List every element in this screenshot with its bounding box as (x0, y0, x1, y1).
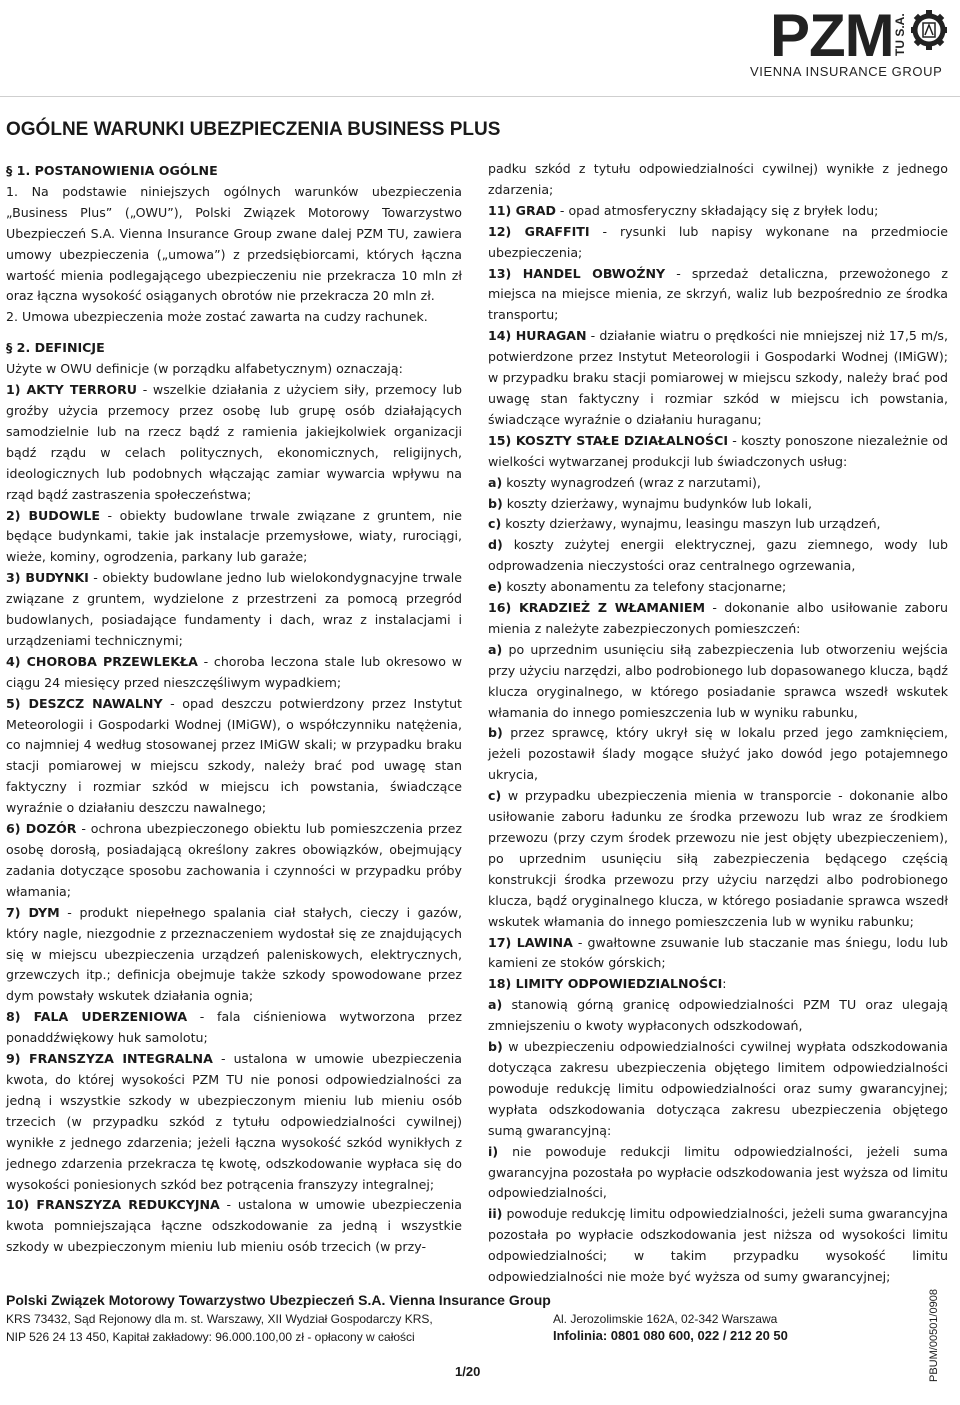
paragraph-text: powoduje redukcję limitu odpowiedzialności, jeżeli suma gwarancyjna pozostała po wypłacie odszkodowania jest niższa od wysokości limitu odpowiedzialności; w takim przypadku wysokość limitu odpowiedzialności nie może być wyższa od sumy gwarancyjnej; (488, 1206, 948, 1285)
paragraph-text: w przypadku ubezpieczenia mienia w transporcie - dokonanie albo usiłowanie zaboru ładunku ze środka przewozu lub wraz ze środkiem przewozu (przy czym środek przewozu nie jest objęty ubezpieczeniem), po uprzednim usunięciu siłą zabezpieczenia będącego częścią konstrukcji środka przewozu przy użyciu narzędzi albo podrobionego klucza, bądź oryginalnego klucza, w którego posiadanie sprawca wszedł wskutek włamania do innego pomieszczenia lub w wyniku rabunku; (488, 788, 948, 929)
logo-tusa: TU S.A. (893, 13, 907, 56)
paragraph-text: 2. Umowa ubezpieczenia może zostać zawarta na cudzy rachunek. (6, 309, 428, 325)
paragraph (488, 1204, 948, 1288)
paragraph (488, 995, 948, 1037)
footer-nip: NIP 526 24 13 450, Kapitał zakładowy: 96.000.100,00 zł - opłacony w całości (6, 1330, 415, 1344)
paragraph-text: przez sprawcę, który ukrył się w lokalu przed jego zamknięciem, jeżeli pozostawił ślady mogące służyć jako dowód jego potajemnego ukrycia, (488, 725, 948, 783)
paragraph-text: - ustalona w umowie ubezpieczenia kwota pomniejszająca łączne odszkodowanie za jedną i wszystkie szkody w ubezpieczonym mieniu lub mieniu osób trzecich (w przy- (6, 1197, 462, 1255)
paragraph (488, 494, 948, 515)
paragraph (6, 903, 462, 1008)
paragraph (488, 201, 948, 222)
paragraph (488, 159, 948, 201)
section-heading: § 2. DEFINICJE (6, 340, 105, 356)
definition-term: 11) GRAD (488, 202, 556, 218)
definition-term: 2) BUDOWLE (6, 507, 100, 523)
definition-term: d) (488, 537, 503, 553)
definition-term: 6) DOZÓR (6, 821, 77, 837)
paragraph-text: koszty zużytej energii elektrycznej, gazu ziemnego, wody lub odprowadzenia nieczystości oraz centralnego ogrzewania, (488, 537, 948, 574)
paragraph (6, 568, 462, 652)
definition-term: a) (488, 641, 503, 657)
right-column (488, 159, 948, 1288)
definition-term: 12) GRAFFITI (488, 223, 590, 239)
paragraph-text: padku szkód z tytułu odpowiedzialności cywilnej) wynikłe z jednego zdarzenia; (488, 161, 948, 197)
paragraph (6, 380, 462, 505)
paragraph (6, 694, 462, 819)
footer-company: Polski Związek Motorowy Towarzystwo Ubezpieczeń S.A. Vienna Insurance Group (6, 1292, 551, 1308)
paragraph-text: - koszty ponoszone niezależnie od wielkości wytwarzanej produkcji lub świadczonych usług: (488, 432, 948, 469)
paragraph (488, 222, 948, 264)
paragraph-text: - gwałtowne zsuwanie lub staczanie mas śniegu, lodu lub kamieni ze stoków górskich; (488, 934, 948, 971)
definition-term: 17) LAWINA (488, 934, 573, 950)
page-number: 1/20 (455, 1364, 481, 1379)
paragraph (488, 577, 948, 598)
paragraph (6, 652, 462, 694)
paragraph (488, 326, 948, 431)
paragraph-text: koszty wynagrodzeń (wraz z narzutami), (502, 474, 761, 490)
paragraph (488, 473, 948, 494)
paragraph-text: - produkt niepełnego spalania ciał stałych, cieczy i gazów, który nagle, niezgodnie z przeznaczeniem wydostał się ze znajdujących się w miejscu ubezpieczenia urządzeń paleniskowych, elektrycznych, grzewczych itp.; definicja obejmuje także szkody spowodowane przez dym powstały wskutek działania ognia; (6, 904, 462, 1004)
paragraph (488, 598, 948, 640)
paragraph-text: - wszelkie działania z użyciem siły, przemocy lub groźby użycia przemocy przez osobę lub grupę osób działających samodzielnie lub na rzecz bądź z ramienia jakiejkolwiek organizacji bądź rządu w celach politycznych, ekonomicznych, religijnych, ideologicznych lub podobnych włączając zamiar wywarcia wpływu na rząd bądź zastraszenia społeczeństwa; (6, 382, 462, 502)
paragraph-text: koszty dzierżawy, wynajmu, leasingu maszyn lub urządzeń, (501, 516, 881, 532)
definition-term: c) (488, 516, 502, 532)
logo-subtitle: VIENNA INSURANCE GROUP (750, 64, 943, 79)
definition-term: i) (488, 1143, 499, 1159)
paragraph (488, 535, 948, 577)
paragraph-text: - choroba leczona stale lub okresowo w ciągu 24 miesięcy przed nieszczęśliwym wypadkiem; (6, 653, 462, 690)
paragraph (6, 182, 462, 307)
paragraph-text: nie powoduje redukcji limitu odpowiedzialności, jeżeli suma gwarancyjna pozostała po wypłacie odszkodowania jest wyższa od limitu odpowiedzialności, (488, 1143, 948, 1201)
document-code: PBUM/00501/0908 (928, 1289, 940, 1382)
paragraph-text: 1. Na podstawie niniejszych ogólnych warunków ubezpieczenia „Business Plus” („OWU”), Polski Związek Motorowy Towarzystwo Ubezpieczeń S.A. Vienna Insurance Group zwane dalej PZM TU, zawiera umowy ubezpieczenia („umowa”) z przedsiębiorcami, których łączna wartość mienia podlegającego ubezpieczeniu nie przekracza 10 mln zł oraz łączna wysokość osiąganych obrotów nie przekracza 20 mln zł. (6, 183, 462, 304)
paragraph (488, 264, 948, 327)
definition-term: 3) BUDYNKI (6, 570, 89, 586)
paragraph (488, 723, 948, 786)
header-divider (0, 96, 960, 97)
paragraph-text: - dokonanie albo usiłowanie zaboru mienia z należyte zabezpieczonych pomieszczeń: (488, 600, 948, 636)
document-title: OGÓLNE WARUNKI UBEZPIECZENIA BUSINESS PLUS (6, 119, 501, 140)
gear-icon (910, 6, 948, 54)
paragraph-text: Użyte w OWU definicje (w porządku alfabetycznym) oznaczają: (6, 361, 403, 377)
paragraph-text: - rysunki lub napisy wykonane na przedmiocie ubezpieczenia; (488, 223, 948, 260)
definition-term: a) (488, 474, 503, 490)
definition-term: 10) FRANSZYZA REDUKCYJNA (6, 1197, 220, 1213)
paragraph-text: - ochrona ubezpieczonego obiektu lub pomieszczenia przez osobę dorosłą, posiadającą określony zakres obowiązków, obejmujący zadania dotyczące sposobu zachowania i czynności w przypadku próby włamania; (6, 821, 462, 899)
left-column (6, 161, 462, 1258)
paragraph (488, 933, 948, 975)
paragraph (6, 1007, 462, 1049)
definition-term: 4) CHOROBA PRZEWLEKŁA (6, 653, 198, 669)
paragraph (6, 359, 462, 380)
paragraph (6, 506, 462, 569)
paragraph-text: - obiekty budowlane trwale związane z gruntem, nie będące budynkami, takie jak instalacje przemysłowe, wiaty, rurociągi, wieże, kominy, ogrodzenia, parkany lub garaże; (6, 507, 462, 565)
paragraph-text: - działanie wiatru o prędkości nie mniejszej niż 17,5 m/s, potwierdzone przez Instytut Meteorologii i Gospodarki Wodnej (IMiGW); w przypadku braku stacji pomiarowej w miejscu szkody, należy brać pod uwagę stan faktyczny i rozmiar szkód w miejscu ich powstania, świadczące wyraźnie o działaniu huraganu; (488, 328, 948, 427)
logo-brand: PZM (770, 2, 894, 69)
definition-term: b) (488, 495, 503, 511)
section-heading: § 1. POSTANOWIENIA OGÓLNE (6, 163, 218, 178)
definition-term: e) (488, 579, 503, 595)
footer-krs: KRS 73432, Sąd Rejonowy dla m. st. Warszawy, XII Wydział Gospodarczy KRS, (6, 1312, 433, 1326)
definition-term: 9) FRANSZYZA INTEGRALNA (6, 1051, 213, 1067)
paragraph-text: - opad atmosferyczny składający się z bryłek lodu; (555, 202, 879, 218)
definition-term: 5) DESZCZ NAWALNY (6, 695, 163, 711)
pzm-logo (750, 2, 950, 84)
paragraph (488, 1037, 948, 1142)
paragraph (488, 640, 948, 724)
paragraph-text: w ubezpieczeniu odpowiedzialności cywilnej wypłata odszkodowania dotycząca zakresu ubezpieczenia objętego limitem odpowiedzialności powoduje redukcję limitu odpowiedzialności oraz sumy gwarancyjnej; wypłata odszkodowania dotycząca zakresu ubezpieczenia objętego sumą gwarancyjną: (488, 1039, 948, 1138)
paragraph-text: : (722, 976, 727, 992)
paragraph (6, 1049, 462, 1195)
definition-term: 1) AKTY TERRORU (6, 382, 138, 398)
definition-term: b) (488, 1039, 503, 1055)
definition-term: a) (488, 997, 503, 1013)
paragraph (488, 1142, 948, 1205)
paragraph (6, 1195, 462, 1258)
paragraph-text: koszty dzierżawy, wynajmu budynków lub lokali, (502, 495, 812, 511)
definition-term: 16) KRADZIEŻ Z WŁAMANIEM (488, 600, 706, 616)
paragraph (488, 974, 948, 995)
paragraph-text: - fala ciśnieniowa wytworzona przez ponaddźwiękowy huk samolotu; (6, 1009, 462, 1046)
paragraph-text: koszty abonamentu za telefony stacjonarne; (502, 579, 787, 595)
paragraph-text: stanowią górną granicę odpowiedzialności PZM TU oraz ulegają zmniejszeniu o kwoty wypłaconych odszkodowań, (488, 997, 948, 1034)
paragraph (488, 786, 948, 932)
definition-term: b) (488, 725, 503, 741)
paragraph-text: - ustalona w umowie ubezpieczenia kwota, do której wysokości PZM TU nie ponosi odpowiedzialności za jedną i wszystkie szkody w ubezpieczonym mieniu lub mieniu osób trzecich (w przypadku szkód z tytułu odpowiedzialności cywilnej) wynikłe z jednego zdarzenia; jeżeli łączna wysokość szkód wynikłych z jednego zdarzenia przekracza tę kwotę, odszkodowanie wypłaca się do wysokości poniesionych szkód bez potrącenia franszyzy integralnej; (6, 1051, 462, 1192)
paragraph-text: - sprzedaż detaliczna, przewożonego z miejsca na miejsce mienia, ze skrzyń, waliz lub bezpośrednio ze środka transportu; (488, 265, 949, 323)
paragraph (6, 819, 462, 903)
definition-term: c) (488, 788, 502, 804)
definition-term: 15) KOSZTY STAŁE DZIAŁALNOŚCI (488, 432, 729, 448)
definition-term: 8) FALA UDERZENIOWA (6, 1009, 188, 1025)
definition-term: 7) DYM (6, 904, 60, 920)
paragraph (6, 307, 462, 328)
paragraph (488, 514, 948, 535)
definition-term: ii) (488, 1206, 503, 1222)
definition-term: 18) LIMITY ODPOWIEDZIALNOŚCI (488, 976, 723, 992)
footer-infolinia: Infolinia: 0801 080 600, 022 / 212 20 50 (553, 1328, 788, 1343)
definition-term: 13) HANDEL OBWOŹNY (488, 265, 666, 281)
footer-address: Al. Jerozolimskie 162A, 02-342 Warszawa (553, 1312, 778, 1326)
paragraph (488, 431, 948, 473)
paragraph-text: - opad deszczu potwierdzony przez Instytut Meteorologii i Gospodarki Wodnej (IMiGW), o współczynniku natężenia, co najmniej 4 według stosowanej przez IMiGW skali; w przypadku braku stacji pomiarowej w miejscu szkody, należy brać pod uwagę stan faktyczny i rozmiar szkód w miejscu ich powstania, świadczące wyraźnie o działaniu deszczu nawalnego; (6, 695, 462, 816)
paragraph-text: po uprzednim usunięciu siłą zabezpieczenia lub otworzeniu wejścia przy użyciu narzędzi, albo podrobionego lub dopasowanego klucza, bądź klucza oryginalnego, w którego posiadanie sprawca wszedł wskutek włamania do innego pomieszczenia lub w wyniku rabunku, (488, 641, 948, 720)
paragraph-text: - obiekty budowlane jedno lub wielokondygnacyjne trwale związane z gruntem, wydzielone z przestrzeni za pomocą przegród budowlanych, posiadające fundamenty i dach, wraz z instalacjami i urządzeniami technicznymi; (6, 570, 462, 648)
definition-term: 14) HURAGAN (488, 328, 587, 344)
